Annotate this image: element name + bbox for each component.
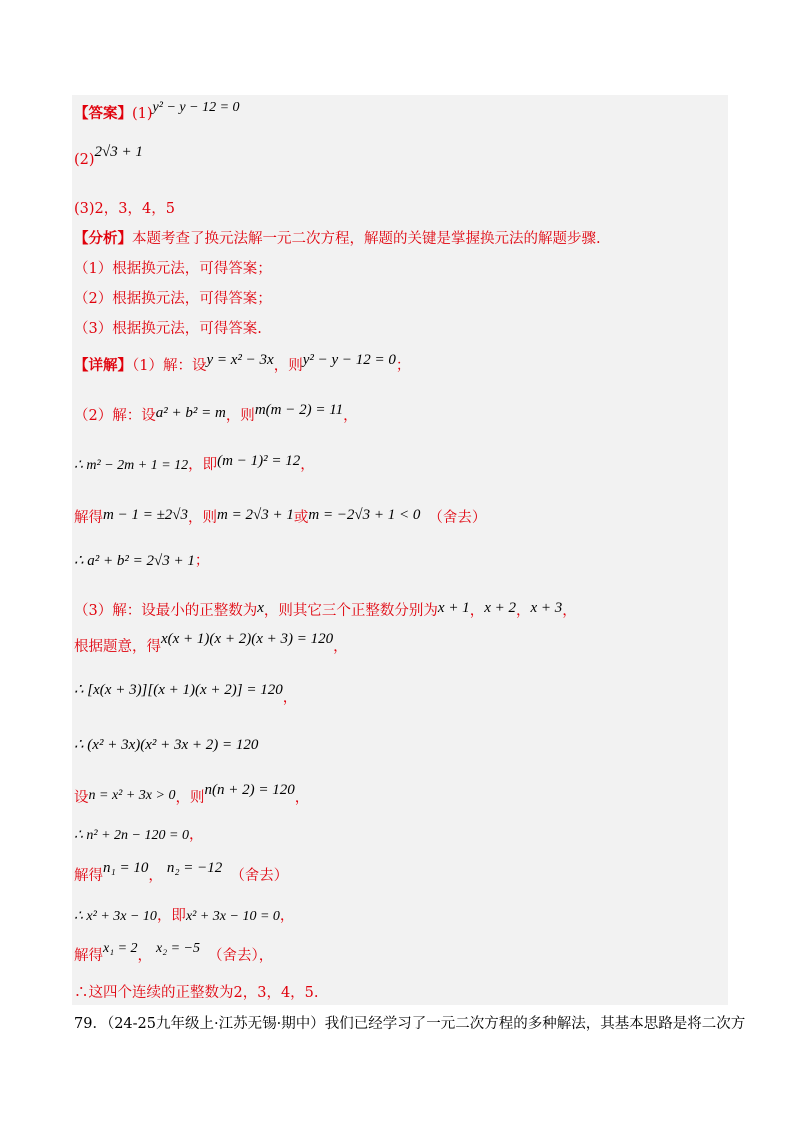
answer-line-3: (3)2，3，4，5 [74,201,175,217]
next-question: 79．（24-25九年级上·江苏无锡·期中）我们已经学习了一元二次方程的多种解法，其基本思路是将二次方 [74,1016,746,1032]
analysis-step-3: （3）根据换元法，可得答案. [74,321,262,337]
equation: x(x + 1)(x + 2)(x + 3) = 120 [161,631,334,647]
expression: x + 1 [437,600,470,616]
detail-line-5 [74,551,209,571]
detail-text: （2）解：设 [74,408,156,424]
detail-text: 解得 [74,868,103,884]
analysis-tag: 【分析】 [74,230,132,247]
detail-text: ， [343,408,358,424]
detail-line-4 [74,508,486,528]
equation: ∴ m² − 2m + 1 = 12 [74,458,189,473]
detail-conclusion: ∴这四个连续的正整数为2，3，4，5. [74,985,319,1001]
detail-text: （舍去） [428,510,487,526]
detail-text: ， [282,690,298,706]
detail-text: 根据题意，得 [74,639,161,655]
detail-text: ，则 [225,408,255,424]
answer-line-1 [74,100,240,125]
equation: y² − y − 12 = 0 [302,352,396,368]
detail-text: ， [300,457,315,473]
root-1: x₁ = 2 [103,941,138,956]
analysis-text: 本题考查了换元法解一元二次方程，解题的关键是掌握换元法的解题步骤. [132,231,601,247]
detail-line-1 [74,352,411,376]
detail-text: ，则 [175,790,205,806]
detail-text: 或 [293,510,309,526]
detail-text: ； [395,358,411,374]
detail-text: （3）解：设最小的正整数为 [74,603,258,619]
substitution-equation: a² + b² = m [155,405,226,421]
detail-text: 设 [74,790,89,806]
detail-tag: 【详解】 [74,357,132,374]
answer-part1-equation: y² − y − 12 = 0 [152,100,240,115]
equation: (m − 1)² = 12 [217,453,301,469]
detail-line-13 [74,906,294,927]
expression: x + 2 [484,600,516,616]
equation: m = −2√3 + 1 < 0 [308,507,421,523]
detail-line-9 [74,735,258,755]
detail-line-2 [74,402,358,426]
equation: m − 1 = ±2√3 [103,507,189,523]
analysis-step-2: （2）根据换元法，可得答案； [74,291,272,307]
detail-line-10 [74,782,310,809]
detail-line-6 [74,601,577,621]
answer-part2-value: 2√3 + 1 [94,144,143,160]
detail-text: 解得 [74,510,103,526]
detail-text: 解得 [74,948,103,964]
detail-text: ，即 [156,908,186,924]
detail-text: （1）解：设 [132,358,207,374]
root-2: n₂ = −12 [166,860,223,876]
detail-text: ，则其它三个正整数分别为 [263,603,438,619]
detail-line-7 [74,631,348,657]
equation: m = 2√3 + 1 [217,507,294,523]
equation: x² + 3x − 10 = 0 [185,909,280,924]
detail-text: ，则 [188,510,218,526]
expression: x + 3 [530,600,563,616]
detail-text: ，即 [188,457,218,473]
detail-text: ， [279,908,295,924]
equation: ∴ a² + b² = 2√3 + 1 [74,553,195,569]
detail-text: （舍去） [230,868,289,884]
detail-text: ， [515,603,531,619]
substitution-equation: y = x² − 3x [206,352,274,368]
detail-line-8 [74,680,298,706]
detail-line-14 [74,941,274,967]
equation: m(m − 2) = 11 [254,402,344,418]
detail-text: ，则 [273,358,303,374]
substitution-equation: n = x² + 3x > 0 [88,788,176,803]
answer-part2-number: (2) [74,152,95,168]
detail-text: ， [148,868,163,884]
analysis-step-1: （1）根据换元法，可得答案； [74,261,272,277]
answer-part1-number: (1) [132,106,153,122]
detail-text: （舍去）， [208,948,274,964]
detail-line-12 [74,860,289,886]
answer-line-2 [74,144,143,170]
root-2: x₂ = −5 [156,941,201,956]
detail-text: ， [137,948,153,964]
detail-text: ； [194,553,210,569]
detail-text: ， [294,790,310,806]
root-1: n₁ = 10 [103,860,149,876]
answer-tag: 【答案】 [74,105,132,122]
analysis-line [74,229,601,249]
equation: ∴ [x(x + 3)][(x + 1)(x + 2)] = 120 [74,682,283,698]
equation: n(n + 2) = 120 [204,782,295,798]
equation: ∴ (x² + 3x)(x² + 3x + 2) = 120 [74,737,259,753]
equation: ∴ n² + 2n − 120 = 0 [74,828,189,843]
detail-text: ， [469,603,485,619]
detail-line-11 [74,825,203,846]
detail-text: ， [188,827,204,843]
detail-text: ， [562,603,577,619]
variable: x [257,600,264,616]
detail-text: ， [333,639,348,655]
detail-line-3 [74,455,315,476]
expression: ∴ x² + 3x − 10 [74,909,157,924]
